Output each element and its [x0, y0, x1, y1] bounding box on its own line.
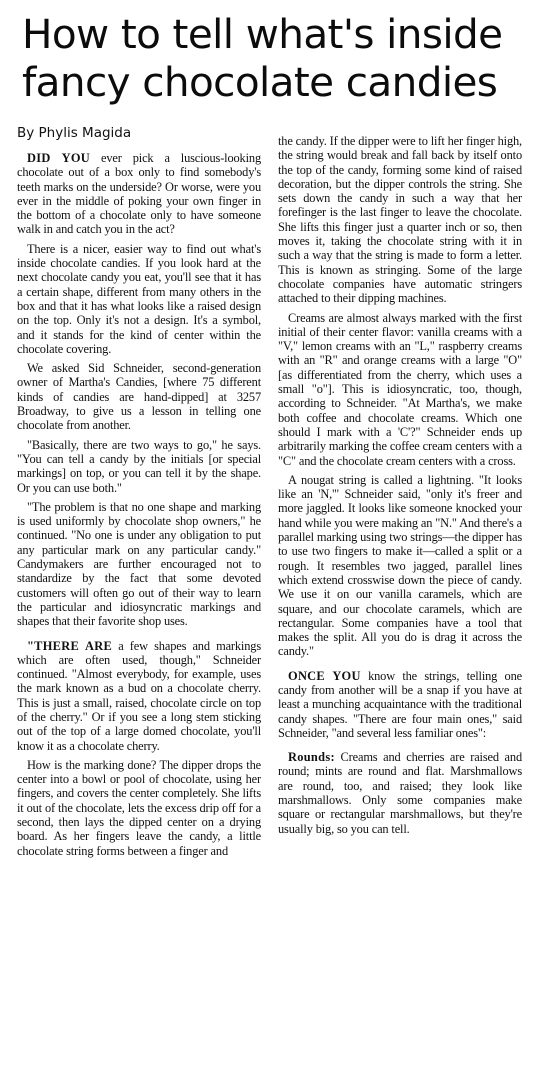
headline-line-1: How to tell what's inside	[22, 10, 503, 58]
paragraph	[17, 361, 261, 432]
paragraph	[17, 151, 261, 237]
paragraph-lead: ONCE YOU	[288, 668, 361, 683]
paragraph	[17, 438, 261, 495]
paragraph	[278, 750, 522, 836]
paragraph-text: "The problem is that no one shape and marking is used uniformly by chocolate shop owners," he continued. "No one is under any obligation to put any particular mark on any particular candy." Candymakers are further encouraged not to standardize by the fact that some devoted customers will often go out of their way to learn the particular and idiosyncratic markings and shapes that their favorite shop uses.	[17, 499, 261, 629]
paragraph	[278, 134, 522, 306]
paragraph	[17, 500, 261, 629]
headline-line-2: fancy chocolate candies	[22, 58, 498, 106]
paragraph	[278, 669, 522, 740]
paragraph-lead: "THERE ARE	[27, 638, 113, 653]
article-column-2	[278, 134, 522, 841]
paragraph-text: the candy. If the dipper were to lift her finger high, the string would break and fall back by itself onto the top of the candy, forming some kind of raised decoration, but the dipper controls the string. She sets down the candy in such a way that her forefinger is the last finger to leave the chocolate. She lifts this finger just a quarter inch or so, then moves it, taking the chocolate string with it in such a way that the string is made to form a letter. This is known as stringing. Some of the large chocolate companies have automatic stringers attached to their dipping machines.	[278, 134, 522, 306]
paragraph-text: know the strings, telling one candy from another will be a snap if you have at least a munching acquaintance with the traditional candy shapes. "There are four main ones," said Schneider, "and several less familiar ones":	[278, 668, 522, 740]
paragraph-text: "Basically, there are two ways to go," he says. "You can tell a candy by the initials [or special markings] on top, or you can tell it by the shape. Or you can use both."	[17, 437, 261, 495]
paragraph-text: There is a nicer, easier way to find out what's inside chocolate candies. If you look hard at the next chocolate candy you eat, you'll see that it has a certain shape, different from many others in the box and that it has what looks like a raised design on the top. Only it's not a design. It's a symbol, and it stands for the kind of center within the chocolate covering.	[17, 241, 261, 356]
paragraph-text: How is the marking done? The dipper drops the center into a bowl or pool of chocolate, using her fingers, and covers the center completely. She lifts it out of the chocolate, lets the excess drip off for a second, then lays the dipped center on a drying board. As her fingers leave the candy, a little chocolate string forms between a finger and	[17, 757, 261, 858]
paragraph-text: We asked Sid Schneider, second-generation owner of Martha's Candies, [where 75 different kinds of candies are hand-dipped] at 3257 Broadway, to give us a lesson in telling one chocolate from another.	[17, 361, 261, 433]
paragraph	[278, 311, 522, 468]
paragraph-text: ever pick a luscious-looking chocolate out of a box only to find somebody's teeth marks on the underside? Or worse, were you ever in the middle of poking your own finger in the bottom of a chocolate only to have someone walk in and catch you in the act?	[17, 151, 261, 237]
paragraph-text: A nougat string is called a lightning. "It looks like an 'N,'" Schneider said, "only it's freer and more jaggled. It looks like someone knocked your hand while you were making an "N." And there's a parallel marking using two strings—the dipper has to use two fingers to make it—called a split or a rough. It resembles two jagged, parallel lines which extend crosswise down the piece of candy. We use it on our vanilla caramels, which are square, and our chocolate caramels, which are rectangular. Some companies have a tool that makes the split. All you do is drag it across the candy."	[278, 472, 522, 659]
paragraph	[278, 473, 522, 659]
paragraph-text: a few shapes and markings which are often used, though," Schneider continued. "Almost everybody, for example, uses the mark known as a bud on a chocolate cherry. This is just a small, raised, chocolate circle on top of the cherry." Or if you see a long stem sticking out of the top of a large domed chocolate, you'll know it as a chocolate cherry.	[17, 638, 261, 753]
paragraph	[17, 242, 261, 356]
article-column-1	[17, 151, 261, 863]
paragraph	[17, 639, 261, 753]
byline: By Phylis Magida	[17, 125, 132, 141]
paragraph-lead: Rounds:	[288, 750, 335, 765]
headline	[22, 10, 522, 106]
paragraph-lead: DID YOU	[27, 151, 91, 165]
paragraph-text: Creams and cherries are raised and round; mints are round and flat. Marshmallows are round, too, and raised; they look like marshmallows. Only some companies make square or rectangular marshmallows, but they're usually big, so you can tell.	[278, 750, 522, 836]
paragraph	[17, 758, 261, 858]
paragraph-text: Creams are almost always marked with the first initial of their center flavor: vanilla creams with a "V," lemon creams with an "L," raspberry creams with an "R" and orange creams with a large "O" [as differentiated from the cherry, which uses a small "o"]. This is idiosyncratic, too, though, according to Schneider. "At Martha's, we make both coffee and chocolate creams. Which one should I mark with a 'C'?" Schneider ends up arbitrarily marking the coffee cream centers with a "C" and the chocolate cream centers with a cross.	[278, 310, 522, 468]
